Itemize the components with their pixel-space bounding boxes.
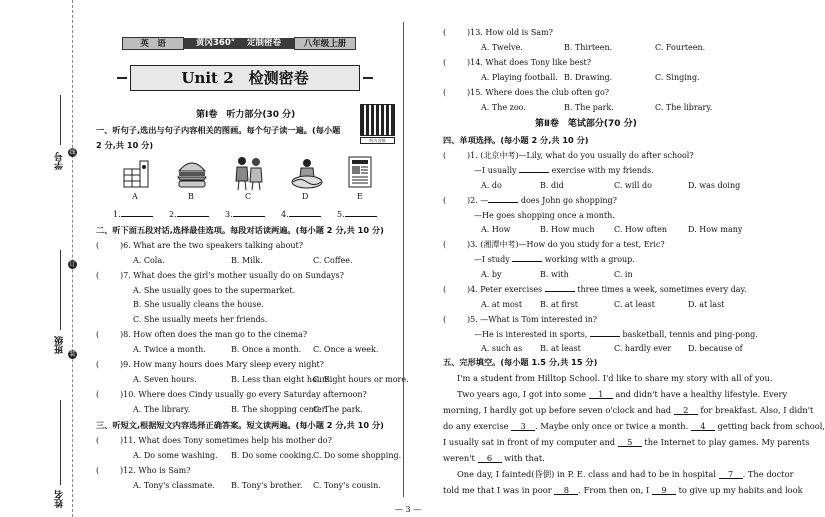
name-label: 姓名 [55, 490, 65, 508]
answer-blank-3[interactable] [233, 216, 265, 217]
answer-blank-2[interactable] [177, 216, 209, 217]
q15-paren[interactable]: ( [443, 88, 447, 97]
q12-stem: )12. Who is Sam? [120, 466, 191, 475]
cloze-blank-2[interactable]: 2 [674, 406, 698, 415]
mc5-option-b[interactable]: B. at least [540, 344, 581, 353]
cloze-line-4: I usually sat in front of my computer and 5 the Internet to play games. My parents [443, 437, 810, 447]
q11-option-a[interactable]: A. Do some washing. [133, 451, 218, 460]
section1-title-2: 2 分,共 10 分) [96, 140, 154, 150]
mc2-blank[interactable] [488, 202, 518, 203]
mc1-option-d[interactable]: D. was doing [688, 181, 741, 190]
q12-option-a[interactable]: A. Tony's classmate. [133, 481, 215, 490]
cloze-line-0: I'm a student from Hilltop School. I'd like to share my story with all of you. [457, 373, 773, 383]
binding-mark-mid: 订 [69, 261, 76, 268]
cut-line [72, 0, 73, 517]
mc4-blank[interactable] [545, 291, 575, 292]
q6-option-a[interactable]: A. Cola. [133, 256, 165, 265]
q6-stem: )6. What are the two speakers talking about? [120, 241, 304, 250]
mc3-option-a[interactable]: A. by [481, 270, 502, 279]
mc5-option-d[interactable]: D. because of [688, 344, 743, 353]
picture-label-d: D [302, 192, 309, 201]
page-number: — 3 — [395, 505, 422, 514]
answer-5: 5. [337, 211, 377, 219]
q13-option-c[interactable]: C. Fourteen. [655, 43, 706, 52]
mc3-paren[interactable]: ( [443, 240, 447, 249]
picture-a-icon [120, 155, 152, 191]
binding-strip [0, 0, 92, 517]
cloze-line-6: One day, I fainted(昏倒) in P. E. class and had to be in hospital 7 . The doctor [457, 469, 794, 479]
cloze-line-5: weren't 6 with that. [443, 453, 545, 463]
mc1-option-b[interactable]: B. did [540, 181, 564, 190]
q12-paren[interactable]: ( [96, 466, 100, 475]
grade-badge: 八年级上册 [294, 37, 356, 50]
mc5-stem: )5. —What is Tom interested in? [467, 315, 598, 324]
q10-option-c[interactable]: C. The park. [313, 405, 363, 414]
q8-option-a[interactable]: A. Twice a month. [133, 345, 206, 354]
part2-title: 第Ⅱ卷 笔试部分(70 分) [535, 119, 637, 129]
cloze-blank-6[interactable]: 6 [478, 454, 502, 463]
q15-option-a[interactable]: A. The zoo. [481, 103, 526, 112]
q6-option-c[interactable]: C. Coffee. [313, 256, 353, 265]
cloze-blank-7[interactable]: 7 [719, 470, 743, 479]
name-line [60, 400, 61, 485]
student-no-label: 学号 [55, 152, 65, 170]
cloze-blank-4[interactable]: 4 [691, 422, 715, 431]
cloze-blank-5[interactable]: 5 [618, 438, 642, 447]
mc2-option-c[interactable]: C. How often [614, 225, 667, 234]
mc1-paren[interactable]: ( [443, 151, 447, 160]
q7-paren[interactable]: ( [96, 271, 100, 280]
q15-stem: )15. Where does the club often go? [467, 88, 610, 97]
answer-blank-1[interactable] [121, 216, 153, 217]
q11-option-b[interactable]: B. Do some cooking. [231, 451, 314, 460]
answer-4: 4. [281, 211, 321, 219]
mc2-option-d[interactable]: D. How many [688, 225, 743, 234]
q12-option-b[interactable]: B. Tony's brother. [231, 481, 303, 490]
mc3-line2: —I study working with a group. [474, 255, 635, 264]
binding-mark-bottom: 装 [69, 351, 76, 358]
cloze-line-3: do any exercise 3 . Maybe only once or twice a month. 4 getting back from school, [443, 421, 825, 431]
column-divider [403, 22, 404, 497]
mc4-paren[interactable]: ( [443, 285, 447, 294]
picture-label-c: C [245, 192, 252, 201]
q8-stem: )8. How often does the man go to the cinema? [120, 330, 308, 339]
q11-option-c[interactable]: C. Do some shopping. [313, 451, 402, 460]
section5-title: 五、完形填空。(每小题 1.5 分,共 15 分) [443, 357, 598, 367]
mc2-line2: —He goes shopping once a month. [474, 211, 615, 220]
q13-paren[interactable]: ( [443, 28, 447, 37]
picture-label-e: E [357, 192, 363, 201]
q9-option-c[interactable]: C. Eight hours or more. [313, 375, 409, 384]
mc2-stem: )2. — does John go shopping? [467, 196, 617, 205]
unit-banner [130, 65, 360, 91]
q9-stem: )9. How many hours does Mary sleep every night? [120, 360, 324, 369]
mc1-blank[interactable] [519, 172, 549, 173]
q8-paren[interactable]: ( [96, 330, 100, 339]
mc4-option-c[interactable]: C. at least [614, 300, 655, 309]
mc2-paren[interactable]: ( [443, 196, 447, 205]
q7-option-c[interactable]: C. She usually meets her friends. [133, 315, 268, 324]
q7-option-a[interactable]: A. She usually goes to the supermarket. [133, 286, 296, 295]
answer-1: 1. [113, 211, 153, 219]
qr-code-icon[interactable] [360, 104, 395, 136]
q14-paren[interactable]: ( [443, 58, 447, 67]
mc3-option-c[interactable]: C. in [614, 270, 633, 279]
mc4-stem: )4. Peter exercises three times a week, sometimes every day. [467, 285, 747, 294]
cloze-line-7: told me that I was in poor 8 . From then on, I 9 to give up my habits and look [443, 485, 803, 495]
q12-option-c[interactable]: C. Tony's cousin. [313, 481, 381, 490]
q14-option-b[interactable]: B. Drawing. [564, 73, 613, 82]
cloze-line-1: Two years ago, I got into some 1 and didn't have a healthy lifestyle. Every [457, 389, 788, 399]
mc5-paren[interactable]: ( [443, 315, 447, 324]
q11-paren[interactable]: ( [96, 436, 100, 445]
mc4-option-d[interactable]: D. at last [688, 300, 725, 309]
q11-stem: )11. What does Tony sometimes help his mother do? [120, 436, 332, 445]
cloze-blank-3[interactable]: 3 [511, 422, 535, 431]
mc3-blank[interactable] [512, 261, 542, 262]
qr-caption: 听力音频 [360, 137, 395, 144]
answer-2: 2. [169, 211, 209, 219]
section2-title: 二、听下面五段对话,选择最佳选项。每段对话读两遍。(每小题 2 分,共 10 分) [96, 225, 384, 235]
answer-3: 3. [225, 211, 265, 219]
cloze-blank-8[interactable]: 8 [554, 486, 578, 495]
q10-paren[interactable]: ( [96, 390, 100, 399]
class-line [60, 250, 61, 330]
mc4-option-b[interactable]: B. at first [540, 300, 578, 309]
mc4-option-a[interactable]: A. at most [481, 300, 523, 309]
mc5-blank[interactable] [590, 336, 620, 337]
q13-option-a[interactable]: A. Twelve. [481, 43, 523, 52]
mc1-stem: )1. (北京中考)—Lily, what do you usually do after school? [467, 151, 694, 160]
mc1-option-c[interactable]: C. will do [614, 181, 652, 190]
mc5-option-a[interactable]: A. such as [481, 344, 523, 353]
cloze-blank-9[interactable]: 9 [652, 486, 676, 495]
answer-blank-5[interactable] [345, 216, 377, 217]
q15-option-b[interactable]: B. The park. [564, 103, 614, 112]
q7-option-b[interactable]: B. She usually cleans the house. [133, 300, 264, 309]
q8-option-c[interactable]: C. Once a week. [313, 345, 379, 354]
q15-option-c[interactable]: C. The library. [655, 103, 713, 112]
section3-title: 三、听短文,根据短文内容选择正确答案。短文读两遍。(每小题 2 分,共 10 分) [96, 420, 384, 430]
mc5-option-c[interactable]: C. hardly ever [614, 344, 672, 353]
q6-paren[interactable]: ( [96, 241, 100, 250]
q9-paren[interactable]: ( [96, 360, 100, 369]
q8-option-b[interactable]: B. Once a month. [231, 345, 302, 354]
q13-option-b[interactable]: B. Thirteen. [564, 43, 613, 52]
q14-option-a[interactable]: A. Playing football. [481, 73, 558, 82]
picture-c-people-icon [232, 155, 266, 191]
q14-option-c[interactable]: C. Singing. [655, 73, 700, 82]
answer-blank-4[interactable] [289, 216, 321, 217]
unit-title: Unit 2 检测密卷 [181, 69, 309, 87]
q10-option-b[interactable]: B. The shopping center. [231, 405, 328, 414]
section1-title: 一、听句子,选出与句子内容相关的图画。每个句子读一遍。(每小题 [96, 125, 341, 135]
student-no-line [60, 95, 61, 145]
subject-badge: 英 语 [122, 37, 184, 50]
mc1-line2: —I usually exercise with my friends. [474, 166, 654, 175]
q14-stem: )14. What does Tony like best? [467, 58, 592, 67]
q6-option-b[interactable]: B. Milk. [231, 256, 263, 265]
q13-stem: )13. How old is Sam? [467, 28, 553, 37]
q10-option-a[interactable]: A. The library. [133, 405, 191, 414]
mc5-line2: —He is interested in sports, basketball, tennis and ping-pong. [474, 330, 758, 339]
picture-b-hamburger-icon [176, 155, 208, 191]
q9-option-b[interactable]: B. Less than eight hours. [231, 375, 333, 384]
mc1-option-a[interactable]: A. do [481, 181, 502, 190]
q10-stem: )10. Where does Cindy usually go every Saturday afternoon? [120, 390, 367, 399]
cloze-blank-1[interactable]: 1 [589, 390, 613, 399]
q9-option-a[interactable]: A. Seven hours. [133, 375, 197, 384]
picture-label-a: A [132, 192, 138, 201]
mc3-stem: )3. (湘潭中考)—How do you study for a test, Eric? [467, 240, 665, 249]
q7-stem: )7. What does the girl's mother usually do on Sundays? [120, 271, 344, 280]
mc2-option-a[interactable]: A. How [481, 225, 511, 234]
mc3-option-b[interactable]: B. with [540, 270, 569, 279]
picture-label-b: B [188, 192, 194, 201]
binding-mark-top: 线 [69, 149, 76, 156]
section4-title: 四、单项选择。(每小题 2 分,共 10 分) [443, 135, 589, 145]
part1-title: 第Ⅰ卷 听力部分(30 分) [196, 110, 296, 120]
brand-text: 黄冈360° [196, 38, 235, 48]
picture-e-newspaper-icon [346, 155, 376, 191]
picture-d-swimming-icon [290, 155, 324, 191]
mc2-option-b[interactable]: B. How much [540, 225, 595, 234]
class-label: 班级 [55, 336, 65, 354]
cloze-line-2: morning, I hardly got up before seven o'clock and had 2 for breakfast. Also, I didn't [443, 405, 814, 415]
series-text: 定制密卷 [247, 38, 282, 48]
